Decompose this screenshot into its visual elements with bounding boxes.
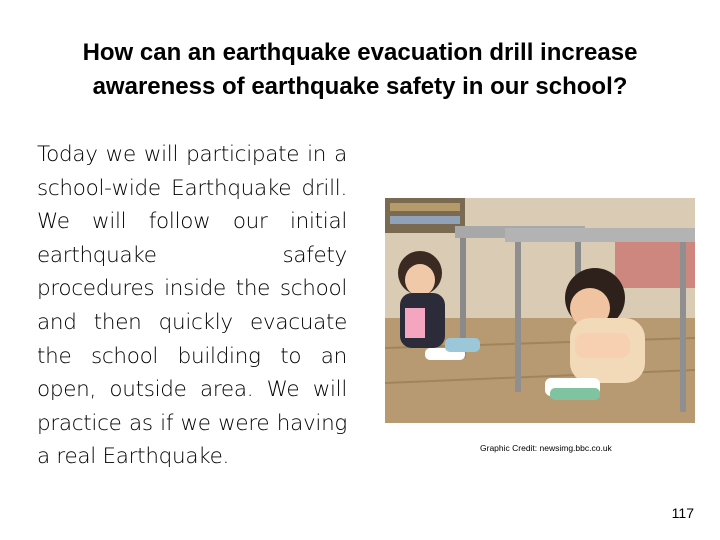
earthquake-drill-photo: [385, 198, 695, 423]
image-credit: Graphic Credit: newsimg.bbc.co.uk: [480, 443, 612, 453]
photo-illustration: [385, 198, 695, 423]
body-paragraph: Today we will participate in a school-wide Earthquake drill. We will follow our initial earthquake safety procedures inside the school and then quickly evacuate the school building to an open, outside area. We will practice as if we were having a real Earthquake.: [37, 142, 347, 470]
page-number: 117: [671, 505, 694, 521]
slide-title: How can an earthquake evacuation drill increase awareness of earthquake safety in our school?: [82, 39, 638, 100]
